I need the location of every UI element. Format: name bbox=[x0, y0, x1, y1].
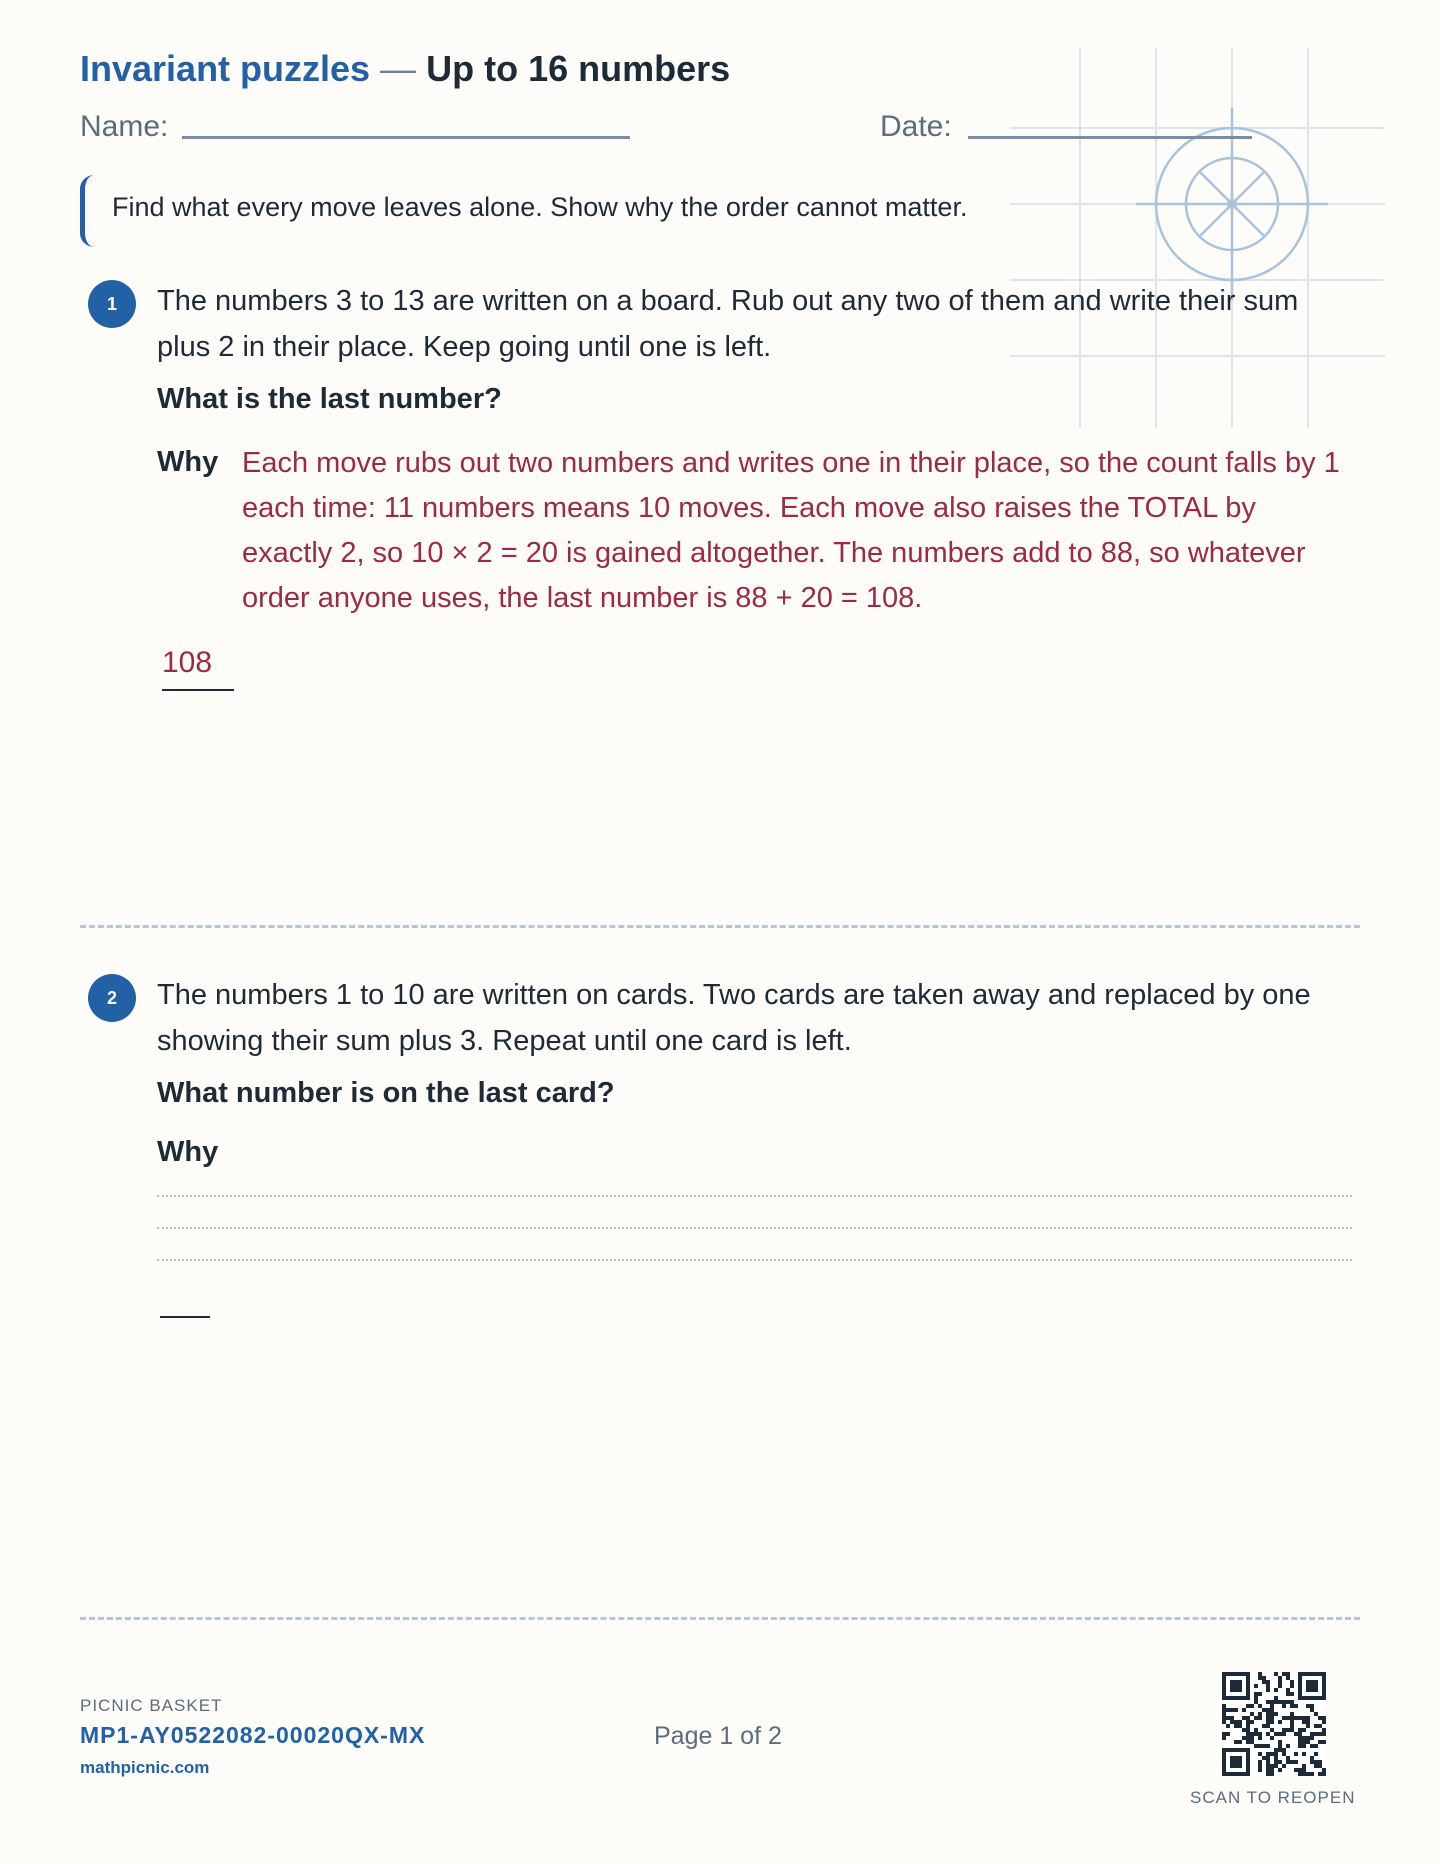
instruction-text: Find what every move leaves alone. Show why the order cannot matter. bbox=[112, 192, 968, 222]
section-divider bbox=[80, 925, 1360, 928]
question-number-badge: 2 bbox=[88, 974, 136, 1022]
page-title bbox=[80, 48, 730, 90]
why-label: Why bbox=[157, 446, 219, 478]
footer-url[interactable]: mathpicnic.com bbox=[80, 1758, 210, 1777]
answer-line[interactable] bbox=[162, 689, 234, 691]
date-field[interactable] bbox=[968, 136, 1252, 139]
question-text: The numbers 1 to 10 are written on cards. Two cards are taken away and replaced by one showing their sum plus 3. Repeat until one card is left. bbox=[157, 979, 1311, 1057]
question-prompt: What is the last number? bbox=[157, 383, 502, 415]
answer-value: 108 bbox=[162, 646, 213, 679]
footer-divider bbox=[80, 1617, 1360, 1620]
question-text: The numbers 3 to 13 are written on a board. Rub out any two of them and write their sum plus 2 in their place. Keep going until one is left. bbox=[157, 285, 1299, 363]
qr-code-icon[interactable] bbox=[1222, 1672, 1326, 1776]
question-number-badge: 1 bbox=[88, 280, 136, 328]
page-indicator: Page 1 of 2 bbox=[654, 1722, 782, 1750]
instruction-accent-bar bbox=[80, 175, 97, 247]
name-field[interactable] bbox=[182, 136, 630, 139]
title-level: Up to 16 numbers bbox=[426, 48, 731, 89]
decorative-target-icon bbox=[1000, 48, 1390, 438]
title-dash: — bbox=[380, 48, 417, 89]
why-writing-line[interactable] bbox=[157, 1195, 1352, 1197]
why-writing-line[interactable] bbox=[157, 1259, 1352, 1261]
why-label: Why bbox=[157, 1136, 219, 1168]
name-label: Name: bbox=[80, 110, 169, 143]
why-answer-text: Each move rubs out two numbers and writes one in their place, so the count falls by 1 each time: 11 numbers means 10 moves. Each move also raises the TOTAL by exactly 2, so 10 × 2 = 20 is gained altogether. The numbers add to 88, so whatever order anyone uses, the last number is 88 + 20 = 108. bbox=[242, 447, 1340, 614]
title-topic: Invariant puzzles bbox=[80, 48, 371, 89]
footer-brand: PICNIC BASKET bbox=[80, 1696, 223, 1715]
question-prompt: What number is on the last card? bbox=[157, 1077, 615, 1109]
answer-line[interactable] bbox=[160, 1316, 210, 1318]
scan-label: SCAN TO REOPEN bbox=[1190, 1788, 1356, 1807]
date-label: Date: bbox=[880, 110, 952, 143]
worksheet-code: MP1-AY0522082-00020QX-MX bbox=[80, 1722, 426, 1748]
why-writing-line[interactable] bbox=[157, 1227, 1352, 1229]
